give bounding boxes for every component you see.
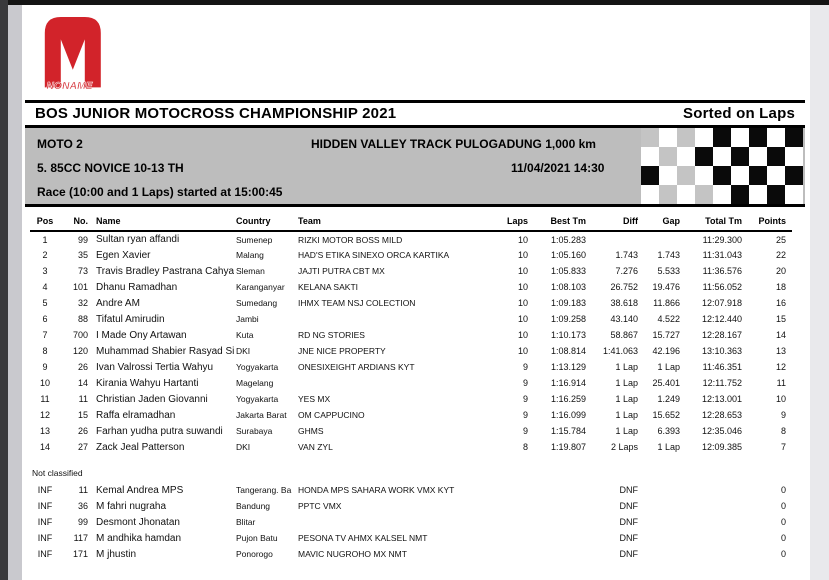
flag-square (785, 185, 803, 204)
cell-team: HAD'S ETIKA SINEXO ORCA KARTIKA (298, 250, 450, 260)
cell-country: DKI (236, 442, 251, 452)
cell-diff: DNF (619, 549, 638, 559)
cell-total-tm: 12:28.167 (701, 330, 742, 340)
cell-best-tm: 1:15.784 (550, 426, 586, 436)
results-sheet (22, 5, 810, 580)
cell-best-tm (534, 530, 592, 546)
col-header-diff: Diff (592, 212, 644, 231)
cell-diff: DNF (619, 517, 638, 527)
cell-laps: 10 (517, 234, 528, 245)
cell-team: JAJTI PUTRA CBT MX (298, 266, 385, 276)
cell-name: M andhika hamdan (96, 532, 182, 544)
cell-country: Pujon Batu (236, 533, 278, 543)
flag-square (731, 166, 749, 185)
sort-label: Sorted on Laps (683, 104, 795, 122)
cell-name: Kirania Wahyu Hartanti (96, 377, 199, 389)
cell-diff: 1 Lap (615, 410, 638, 420)
cell-points: 0 (780, 533, 786, 543)
cell-pos: 2 (42, 250, 48, 260)
cell-total-tm: 11:29.300 (702, 234, 742, 245)
cell-best-tm: 1:05.283 (550, 234, 586, 245)
cell-no: 32 (77, 298, 88, 308)
cell-no: 15 (77, 410, 88, 420)
flag-square (677, 128, 695, 147)
cell-diff: 1 Lap (615, 362, 638, 372)
cell-team: PPTC VMX (298, 501, 342, 511)
cell-team: RIZKI MOTOR BOSS MILD (298, 234, 403, 245)
cell-country: Yogyakarta (236, 362, 279, 372)
cell-gap: 4.522 (657, 314, 680, 324)
flag-square (785, 147, 803, 166)
flag-square (641, 128, 659, 147)
cell-country: Magelang (236, 378, 274, 388)
cell-team: HONDA MPS SAHARA WORK VMX KYT (298, 485, 455, 495)
cell-diff (592, 231, 644, 247)
cell-name: Desmont Jhonatan (96, 516, 180, 528)
cell-total-tm: 12:11.752 (702, 378, 742, 388)
cell-best-tm: 1:10.173 (550, 330, 586, 340)
cell-total-tm (686, 498, 748, 514)
cell-best-tm (534, 498, 592, 514)
cell-no: 11 (78, 485, 88, 495)
cell-laps: 10 (517, 314, 528, 324)
cell-best-tm: 1:08.814 (550, 346, 586, 356)
flag-square (659, 185, 677, 204)
cell-gap: 1 Lap (657, 442, 680, 452)
cell-gap (644, 546, 686, 562)
cell-no: 14 (77, 378, 88, 388)
cell-gap: 15.652 (652, 410, 680, 420)
cell-points: 25 (775, 234, 786, 245)
cell-country: Ponorogo (236, 549, 273, 559)
results-table-wrap (30, 212, 800, 562)
cell-pos: INF (37, 485, 53, 495)
cell-name: I Made Ony Artawan (96, 329, 187, 341)
cell-country: Yogyakarta (236, 394, 279, 404)
cell-gap (644, 530, 686, 546)
table-row (30, 498, 792, 514)
flag-square (677, 185, 695, 204)
cell-team: KELANA SAKTI (298, 282, 358, 292)
table-row (30, 407, 792, 423)
cell-gap (644, 498, 686, 514)
cell-best-tm: 1:05.160 (550, 250, 586, 260)
cell-country: Sumedang (236, 298, 278, 308)
cell-points: 11 (776, 378, 786, 388)
table-row (30, 359, 792, 375)
cell-team (296, 514, 500, 530)
cell-total-tm: 12:12.440 (701, 314, 742, 324)
cell-laps: 10 (517, 298, 528, 308)
flag-square (641, 166, 659, 185)
datetime-label: 11/04/2021 14:30 (511, 161, 605, 175)
cell-diff: 26.752 (610, 282, 638, 292)
page-left-margin (8, 5, 22, 580)
cell-points: 9 (780, 410, 786, 420)
cell-gap: 1.249 (657, 394, 680, 404)
cell-no: 88 (77, 314, 88, 324)
cell-laps (500, 514, 534, 530)
cell-no: 26 (77, 426, 88, 436)
cell-laps: 10 (517, 330, 528, 340)
table-row (30, 375, 792, 391)
cell-total-tm: 11:46.351 (702, 362, 742, 372)
cell-diff: 1 Lap (615, 426, 638, 436)
flag-square (713, 166, 731, 185)
col-header-best-tm: Best Tm (534, 212, 592, 231)
col-header-country: Country (234, 212, 296, 231)
track-label: HIDDEN VALLEY TRACK PULOGADUNG 1,000 km (311, 137, 596, 151)
noname-logo-icon (32, 9, 112, 97)
cell-diff: 58.867 (610, 330, 638, 340)
moto-label: MOTO 2 (37, 137, 83, 151)
cell-gap (644, 482, 686, 498)
cell-total-tm: 12:09.385 (701, 442, 742, 452)
cell-name: M jhustin (96, 548, 137, 560)
cell-laps: 10 (517, 346, 528, 356)
cell-no: 36 (77, 501, 88, 511)
cell-total-tm: 11:31.043 (702, 250, 742, 260)
cell-best-tm: 1:05.833 (550, 266, 586, 276)
cell-diff: 1 Lap (615, 378, 638, 388)
cell-gap: 19.476 (652, 282, 680, 292)
cell-pos: INF (37, 549, 53, 559)
cell-total-tm: 11:36.576 (702, 266, 742, 276)
cell-total-tm (686, 530, 748, 546)
cell-name: Egen Xavier (96, 249, 151, 261)
cell-gap (644, 514, 686, 530)
cell-laps (500, 530, 534, 546)
cell-name: Travis Bradley Pastrana Cahya (96, 265, 234, 277)
cell-points: 15 (775, 314, 786, 324)
cell-laps: 9 (522, 410, 528, 420)
cell-team: JNE NICE PROPERTY (298, 346, 386, 356)
cell-laps (500, 498, 534, 514)
cell-country: Malang (236, 250, 264, 260)
cell-name: Christian Jaden Giovanni (96, 393, 208, 405)
cell-diff: DNF (619, 485, 638, 495)
cell-best-tm (534, 514, 592, 530)
cell-pos: 13 (39, 426, 50, 436)
table-row (30, 279, 792, 295)
cell-laps (500, 546, 534, 562)
cell-pos: 5 (42, 298, 48, 308)
cell-team: VAN ZYL (298, 442, 333, 452)
cell-points: 0 (780, 501, 786, 511)
cell-points: 12 (775, 362, 786, 372)
cell-laps: 10 (517, 282, 528, 292)
col-header-no: No. (64, 212, 94, 231)
cell-pos: INF (37, 517, 53, 527)
table-row (30, 343, 792, 359)
cell-team (296, 375, 500, 391)
col-header-team: Team (296, 212, 500, 231)
flag-square (695, 185, 713, 204)
cell-pos: 12 (39, 410, 50, 420)
cell-points: 16 (775, 298, 786, 308)
flag-square (731, 147, 749, 166)
cell-diff: 1.743 (615, 250, 638, 260)
flag-square (713, 147, 731, 166)
cell-gap: 5.533 (657, 266, 680, 276)
cell-country: Blitar (236, 517, 256, 527)
flag-square (695, 128, 713, 147)
cell-points: 22 (775, 250, 786, 260)
cell-name: Raffa elramadhan (96, 409, 176, 421)
cell-gap: 15.727 (652, 330, 680, 340)
cell-team: PESONA TV AHMX KALSEL NMT (298, 533, 428, 543)
cell-name: Ivan Valrossi Tertia Wahyu (96, 361, 214, 373)
cell-best-tm: 1:09.258 (550, 314, 586, 324)
cell-points: 0 (780, 549, 786, 559)
flag-square (731, 128, 749, 147)
cell-no: 99 (77, 234, 88, 245)
cell-no: 120 (72, 346, 88, 356)
table-row (30, 423, 792, 439)
cell-laps: 10 (517, 250, 528, 260)
cell-no: 700 (72, 330, 88, 340)
cell-pos: 3 (42, 266, 48, 276)
cell-no: 26 (77, 362, 88, 372)
page-left-edge (0, 0, 8, 580)
logo-brand-text: NONAME (46, 81, 93, 92)
cell-pos: 14 (39, 442, 50, 452)
table-row (30, 295, 792, 311)
cell-pos: 9 (42, 362, 48, 372)
table-row (30, 514, 792, 530)
cell-no: 101 (72, 282, 88, 292)
table-row (30, 231, 792, 247)
not-classified-label: Not classified (32, 468, 83, 478)
cell-team: MAVIC NUGROHO MX NMT (298, 549, 407, 559)
not-classified-rows (30, 482, 792, 562)
cell-country: Surabaya (236, 426, 273, 436)
cell-team: RD NG STORIES (298, 330, 365, 340)
cell-name: Tifatul Amirudin (96, 313, 165, 325)
flag-square (731, 185, 749, 204)
cell-total-tm: 12:13.001 (701, 394, 742, 404)
table-row (30, 263, 792, 279)
col-header-total-tm: Total Tm (686, 212, 748, 231)
cell-diff: DNF (619, 501, 638, 511)
cell-team: OM CAPPUCINO (298, 410, 365, 420)
flag-square (659, 147, 677, 166)
cell-diff: DNF (619, 533, 638, 543)
cell-pos: 10 (39, 378, 50, 388)
flag-square (641, 147, 659, 166)
cell-gap: 25.401 (652, 378, 680, 388)
table-row (30, 311, 792, 327)
cell-diff: 7.276 (615, 266, 638, 276)
cell-country: Karanganyar (236, 282, 285, 292)
flag-square (749, 128, 767, 147)
table-row (30, 482, 792, 498)
flag-square (767, 166, 785, 185)
not-classified-table (30, 482, 792, 562)
cell-laps: 10 (517, 266, 528, 276)
table-row (30, 327, 792, 343)
cell-gap: 42.196 (652, 346, 680, 356)
flag-square (785, 128, 803, 147)
page-title: BOS JUNIOR MOTOCROSS CHAMPIONSHIP 2021 (35, 104, 397, 122)
cell-total-tm (686, 514, 748, 530)
flag-square (767, 128, 785, 147)
cell-best-tm: 1:16.259 (550, 394, 586, 404)
checkered-flag (641, 128, 803, 204)
event-header-band (25, 128, 805, 204)
cell-country: Jakarta Barat (236, 410, 287, 420)
flag-square (641, 185, 659, 204)
col-header-name: Name (94, 212, 234, 231)
class-label: 5. 85CC NOVICE 10-13 TH (37, 161, 184, 175)
cell-name: Zack Jeal Patterson (96, 441, 185, 453)
cell-team: ONESIXEIGHT ARDIANS KYT (298, 362, 415, 372)
cell-laps: 9 (522, 394, 528, 404)
flag-square (659, 128, 677, 147)
cell-name: Sultan ryan affandi (96, 234, 180, 245)
cell-country: Bandung (236, 501, 271, 511)
cell-name: Muhammad Shabier Rasyad Si (96, 345, 234, 357)
table-row (30, 391, 792, 407)
flag-square (713, 128, 731, 147)
cell-diff: 1 Lap (615, 394, 638, 404)
cell-pos: 4 (42, 282, 48, 292)
col-header-gap: Gap (644, 212, 686, 231)
cell-no: 73 (77, 266, 88, 276)
cell-country: DKI (236, 346, 251, 356)
cell-best-tm: 1:09.183 (550, 298, 586, 308)
col-header-laps: Laps (500, 212, 534, 231)
cell-pos: INF (37, 533, 53, 543)
cell-best-tm: 1:16.914 (550, 378, 586, 388)
cell-pos: 8 (42, 346, 48, 356)
flag-square (659, 166, 677, 185)
cell-points: 7 (780, 442, 786, 452)
cell-points: 0 (780, 485, 786, 495)
cell-points: 0 (780, 517, 786, 527)
cell-gap (644, 231, 686, 247)
flag-square (767, 185, 785, 204)
table-row (30, 530, 792, 546)
cell-country: Jambi (236, 314, 259, 324)
flag-square (677, 166, 695, 185)
cell-team: GHMS (298, 426, 324, 436)
cell-pos: 6 (42, 314, 48, 324)
cell-laps: 9 (522, 378, 528, 388)
cell-total-tm: 12:28.653 (701, 410, 742, 420)
col-header-pos: Pos (30, 212, 64, 231)
flag-square (695, 166, 713, 185)
cell-total-tm: 12:07.918 (701, 298, 742, 308)
cell-pos: 1 (42, 234, 48, 245)
cell-no: 117 (73, 533, 88, 543)
cell-laps: 8 (522, 442, 528, 452)
cell-points: 13 (775, 346, 786, 356)
cell-best-tm: 1:13.129 (550, 362, 586, 372)
flag-square (749, 166, 767, 185)
cell-best-tm (534, 482, 592, 498)
cell-total-tm: 12:35.046 (701, 426, 742, 436)
cell-diff: 43.140 (610, 314, 638, 324)
cell-pos: 7 (42, 330, 48, 340)
cell-laps (500, 482, 534, 498)
col-header-points: Points (748, 212, 792, 231)
cell-team: IHMX TEAM NSJ COLECTION (298, 298, 416, 308)
cell-country: Kuta (236, 330, 254, 340)
cell-points: 10 (775, 394, 786, 404)
title-row (25, 101, 805, 125)
cell-points: 18 (775, 282, 786, 292)
cell-gap: 1 Lap (657, 362, 680, 372)
cell-team: YES MX (298, 394, 331, 404)
cell-points: 8 (780, 426, 786, 436)
divider-under-band (25, 204, 805, 207)
cell-laps: 9 (522, 362, 528, 372)
flag-square (749, 185, 767, 204)
cell-diff: 38.618 (610, 298, 638, 308)
cell-no: 11 (78, 394, 88, 404)
cell-name: Andre AM (96, 297, 140, 309)
cell-total-tm (686, 482, 748, 498)
cell-diff: 1:41.063 (602, 346, 638, 356)
race-info-label: Race (10:00 and 1 Laps) started at 15:00:45 (37, 185, 283, 199)
cell-name: Farhan yudha putra suwandi (96, 425, 223, 437)
cell-best-tm (534, 546, 592, 562)
cell-pos: 11 (40, 394, 50, 404)
cell-gap: 11.866 (653, 298, 680, 308)
cell-total-tm: 13:10.363 (701, 346, 742, 356)
cell-pos: INF (37, 501, 53, 511)
table-row (30, 247, 792, 263)
flag-square (785, 166, 803, 185)
cell-name: Kemal Andrea MPS (96, 484, 184, 496)
cell-no: 27 (77, 442, 88, 452)
cell-country: Sumenep (236, 234, 273, 245)
cell-name: Dhanu Ramadhan (96, 281, 178, 293)
flag-square (695, 147, 713, 166)
cell-name: M fahri nugraha (96, 500, 167, 512)
cell-no: 35 (77, 250, 88, 260)
cell-no: 171 (72, 549, 88, 559)
table-row (30, 546, 792, 562)
cell-total-tm (686, 546, 748, 562)
cell-total-tm: 11:56.052 (702, 282, 742, 292)
cell-country: Tangerang. Ba (236, 485, 292, 495)
cell-points: 14 (775, 330, 786, 340)
noname-logo (32, 9, 112, 97)
table-row (30, 439, 792, 455)
classified-rows (30, 231, 792, 455)
cell-country: Sleman (236, 266, 265, 276)
cell-best-tm: 1:19.807 (550, 442, 586, 452)
flag-square (713, 185, 731, 204)
flag-square (767, 147, 785, 166)
results-table (30, 212, 792, 455)
cell-no: 99 (77, 517, 88, 527)
cell-points: 20 (775, 266, 786, 276)
cell-best-tm: 1:16.099 (550, 410, 586, 420)
flag-square (677, 147, 695, 166)
cell-best-tm: 1:08.103 (550, 282, 586, 292)
table-header-row (30, 212, 792, 231)
cell-gap: 6.393 (657, 426, 680, 436)
cell-diff: 2 Laps (610, 442, 638, 452)
cell-gap: 1.743 (657, 250, 680, 260)
flag-square (749, 147, 767, 166)
cell-laps: 9 (522, 426, 528, 436)
cell-team (296, 311, 500, 327)
